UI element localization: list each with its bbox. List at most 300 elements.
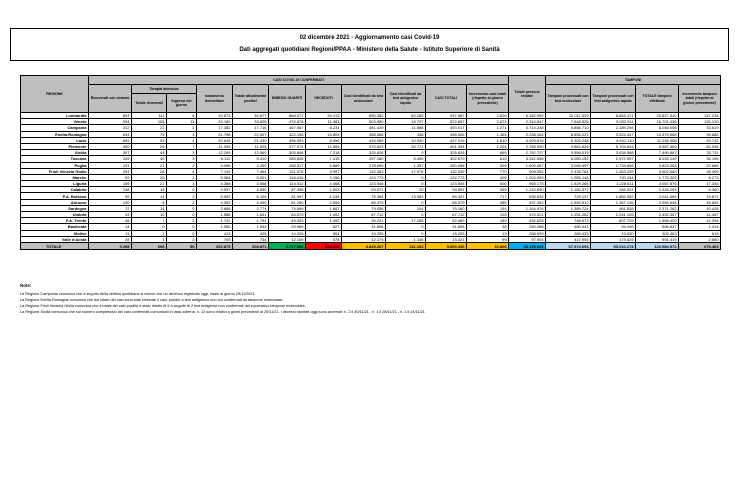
cell-ti-totale: 8 xyxy=(132,199,167,205)
cell-incremento-casi: 103 xyxy=(467,212,509,218)
cell-tamponi-molecolare: 6.304.248 xyxy=(546,137,591,143)
cell-persone-testate: 535.632 xyxy=(509,193,546,199)
cell-attuali: 7.464 xyxy=(233,168,269,174)
cell-casi-molecolare: 35.221 xyxy=(342,218,386,224)
cell-casi-antigenico: 0 xyxy=(386,199,426,205)
cell-isolamento: 17.382 xyxy=(197,125,233,131)
cell-isolamento: 4.352 xyxy=(197,199,233,205)
cell-persone-testate: 1.024.953 xyxy=(509,174,546,180)
cell-tamponi-antigenico: 5.704.843 xyxy=(591,143,636,149)
table-row xyxy=(21,119,721,125)
cell-attuali: 17.716 xyxy=(233,125,269,131)
table-row xyxy=(21,113,721,119)
cell-incremento-casi: 16.806 xyxy=(467,242,509,250)
cell-incremento-tamponi: 16.692 xyxy=(679,199,721,205)
header-tamponi-molecolare: Tamponi processati con test molecolare xyxy=(546,85,591,113)
cell-isolamento: 5.084 xyxy=(197,174,233,180)
cell-casi-antigenico: 0 xyxy=(386,150,426,156)
cell-incremento-casi: 665 xyxy=(467,150,509,156)
region-name: Lazio xyxy=(21,137,89,143)
cell-incremento-tamponi: 10.428 xyxy=(679,205,721,211)
cell-ti-ingressi: 2 xyxy=(167,125,197,131)
table-row xyxy=(21,137,721,143)
cell-ti-ingressi: 0 xyxy=(167,212,197,218)
cell-persone-testate: 2.752.727 xyxy=(509,150,546,156)
table-row xyxy=(21,193,721,199)
cell-casi-molecolare: 416.089 xyxy=(342,137,386,143)
region-name: P.A. Bolzano xyxy=(21,193,89,199)
cell-tamponi-antigenico: 720.154 xyxy=(591,174,636,180)
cell-tamponi-antigenico: 4.941.110 xyxy=(591,137,636,143)
header-ti-totale: Totale ricoverati xyxy=(132,94,167,113)
cell-ti-totale: 93 xyxy=(132,137,167,143)
cell-incremento-tamponi: 19.871 xyxy=(679,193,721,199)
cell-ti-ingressi: 3 xyxy=(167,181,197,187)
table-row xyxy=(21,156,721,162)
bulletin-title-date: 02 dicembre 2021 - Aggiornamento casi Covid-19 xyxy=(299,35,440,41)
region-name: Umbria xyxy=(21,212,89,218)
cell-incremento-casi: 1.271 xyxy=(467,125,509,131)
cell-incremento-casi: 189 xyxy=(467,218,509,224)
cell-attuali: 5.201 xyxy=(233,174,269,180)
cell-deceduti: 478 xyxy=(306,236,342,242)
cell-ti-totale: 14 xyxy=(132,193,167,199)
cell-ricoverati: 5.298 xyxy=(89,242,132,250)
region-name: Lombardia xyxy=(21,113,89,119)
header-deceduti: DECEDUTI xyxy=(306,85,342,113)
cell-dimessi: 49.303 xyxy=(269,218,306,224)
region-name: Piemonte xyxy=(21,143,89,149)
cell-casi-totali: 13.321 xyxy=(426,236,467,242)
cell-casi-molecolare: 297.180 xyxy=(342,156,386,162)
header-incremento-casi: Incremento casi totali (rispetto al giorno precedente) xyxy=(467,85,509,113)
covid-data-table xyxy=(20,75,721,250)
cell-tamponi-antigenico: 2.189.298 xyxy=(591,125,636,131)
cell-casi-antigenico: 438 xyxy=(386,131,426,137)
header-casi-molecolare: Casi identificati da test molecolare xyxy=(342,85,386,113)
cell-attuali: 1.641 xyxy=(233,212,269,218)
cell-persone-testate: 474.021 xyxy=(509,212,546,218)
cell-incremento-tamponi: 32.711 xyxy=(679,150,721,156)
cell-casi-antigenico: 30.771 xyxy=(386,143,426,149)
cell-tamponi-totale: 8.033.149 xyxy=(636,156,679,162)
cell-casi-antigenico: 0 xyxy=(386,224,426,230)
cell-tamponi-antigenico: 1.733.866 xyxy=(591,162,636,168)
header-tamponi-group: TAMPONI xyxy=(546,76,721,85)
cell-tamponi-molecolare: 1.251.262 xyxy=(546,212,591,218)
cell-ti-ingressi: 3 xyxy=(167,193,197,199)
note-item: La Regione Friuli Venezia Giulia comunica che il totale dei casi positivi è stato ridotto di 5 a seguito di 2 test antigenici non confermati dal successivo tampone molecolare. xyxy=(20,303,306,308)
cell-tamponi-totale: 1.775.302 xyxy=(636,174,679,180)
cell-deceduti: 1.687 xyxy=(306,205,342,211)
cell-tamponi-totale: 3.057.876 xyxy=(636,181,679,187)
region-name: P.A. Trento xyxy=(21,218,89,224)
region-name: Veneto xyxy=(21,119,89,125)
cell-deceduti: 3.156 xyxy=(306,174,342,180)
cell-tamponi-antigenico: 173.425 xyxy=(591,236,636,242)
cell-attuali: 4.568 xyxy=(233,181,269,187)
cell-ti-ingressi: 3 xyxy=(167,156,197,162)
cell-isolamento: 4.537 xyxy=(197,187,233,193)
cell-incremento-tamponi: 17.346 xyxy=(679,181,721,187)
cell-tamponi-molecolare: 289.433 xyxy=(546,230,591,236)
cell-deceduti: 7.415 xyxy=(306,156,342,162)
cell-incremento-casi: 1.810 xyxy=(467,137,509,143)
cell-tamponi-totale: 120.584.972 xyxy=(636,242,679,250)
cell-tamponi-antigenico: 284.921 xyxy=(591,187,636,193)
cell-casi-molecolare: 12.175 xyxy=(342,236,386,242)
region-name: Molise xyxy=(21,230,89,236)
cell-ti-totale: 44 xyxy=(132,150,167,156)
table-row xyxy=(21,131,721,137)
region-name: Puglia xyxy=(21,162,89,168)
header-terapia-intensiva: Terapia intensiva xyxy=(132,85,197,94)
table-row xyxy=(21,125,721,131)
cell-ricoverati: 400 xyxy=(89,143,132,149)
cell-casi-totali: 93.591 xyxy=(426,187,467,193)
cell-isolamento: 21.798 xyxy=(197,131,233,137)
cell-casi-antigenico: 0 xyxy=(386,174,426,180)
cell-tamponi-totale: 4.823.363 xyxy=(636,162,679,168)
cell-persone-testate: 268.099 xyxy=(509,230,546,236)
cell-incremento-tamponi: 6.273 xyxy=(679,174,721,180)
cell-casi-totali: 5.060.430 xyxy=(426,242,467,250)
cell-tamponi-antigenico: 1.241.105 xyxy=(591,212,636,218)
cell-deceduti: 627 xyxy=(306,224,342,230)
cell-incremento-casi: 99 xyxy=(467,236,509,242)
cell-incremento-tamponi: 1.414 xyxy=(679,224,721,230)
cell-casi-antigenico: 0 xyxy=(386,212,426,218)
cell-ti-totale: 21 xyxy=(132,162,167,168)
cell-deceduti: 6.889 xyxy=(306,162,342,168)
cell-casi-totali: 132.539 xyxy=(426,168,467,174)
cell-isolamento: 20.645 xyxy=(197,137,233,143)
header-casi-totali: CASI TOTALI xyxy=(426,85,467,113)
cell-dimessi: 868.577 xyxy=(269,113,306,119)
cell-deceduti: 11.895 xyxy=(306,143,342,149)
cell-ti-ingressi: 4 xyxy=(167,168,197,174)
cell-attuali: 4.250 xyxy=(233,162,269,168)
cell-tamponi-totale: 302.463 xyxy=(636,230,679,236)
cell-dimessi: 116.416 xyxy=(269,174,306,180)
cell-casi-antigenico: 20 xyxy=(386,187,426,193)
cell-ti-totale: 1 xyxy=(132,236,167,242)
cell-dimessi: 114.512 xyxy=(269,181,306,187)
cell-ti-totale: 26 xyxy=(132,143,167,149)
cell-deceduti: 1.245 xyxy=(306,193,342,199)
cell-ti-totale: 7 xyxy=(132,218,167,224)
cell-tamponi-molecolare: 6.655.221 xyxy=(546,131,591,137)
cell-incremento-tamponi: 6.360 xyxy=(679,187,721,193)
header-ricoverati: Ricoverati con sintomi xyxy=(89,85,132,113)
cell-dimessi: 74.699 xyxy=(269,205,306,211)
cell-dimessi: 87.398 xyxy=(269,187,306,193)
cell-casi-molecolare: 115.463 xyxy=(342,168,386,174)
cell-dimessi: 14.326 xyxy=(269,230,306,236)
table-row xyxy=(21,181,721,187)
cell-incremento-tamponi: 619 xyxy=(679,230,721,236)
cell-casi-molecolare: 481.429 xyxy=(342,125,386,131)
cell-persone-testate: 2.765.590 xyxy=(509,143,546,149)
table-row xyxy=(21,168,721,174)
cell-tamponi-molecolare: 1.160.372 xyxy=(546,187,591,193)
cell-incremento-casi: 485 xyxy=(467,199,509,205)
cell-dimessi: 81.997 xyxy=(269,193,306,199)
cell-attuali: 12.560 xyxy=(233,150,269,156)
cell-casi-totali: 79.160 xyxy=(426,205,467,211)
cell-casi-antigenico: 1.357 xyxy=(386,162,426,168)
cell-isolamento: 5.992 xyxy=(197,193,233,199)
cell-ti-ingressi: 2 xyxy=(167,199,197,205)
cell-ricoverati: 43 xyxy=(89,212,132,218)
cell-casi-molecolare: 458.068 xyxy=(342,131,386,137)
cell-persone-testate: 6.182.992 xyxy=(509,113,546,119)
cell-casi-totali: 302.670 xyxy=(426,156,467,162)
cell-casi-totali: 280.056 xyxy=(426,162,467,168)
table-body xyxy=(21,113,721,250)
cell-casi-molecolare: 124.773 xyxy=(342,174,386,180)
header-attuali-positivi: Totale attualmente positivi xyxy=(233,85,269,113)
cell-casi-antigenico: 17.076 xyxy=(386,168,426,174)
cell-ti-ingressi: 7 xyxy=(167,143,197,149)
region-name: Sardegna xyxy=(21,205,89,211)
cell-tamponi-totale: 2.371.262 xyxy=(636,205,679,211)
cell-ricoverati: 307 xyxy=(89,150,132,156)
cell-casi-molecolare: 325.626 xyxy=(342,150,386,156)
header-casi-antigenico: Casi identificati da test antigenico rapido xyxy=(386,85,426,113)
cell-incremento-tamponi: 62.935 xyxy=(679,143,721,149)
cell-incremento-casi: 154 xyxy=(467,205,509,211)
cell-tamponi-antigenico: 1.367.136 xyxy=(591,199,636,205)
cell-isolamento: 11.099 xyxy=(197,143,233,149)
cell-ti-ingressi: 2 xyxy=(167,236,197,242)
cell-persone-testate: 937.352 xyxy=(509,199,546,205)
cell-ti-ingressi: 2 xyxy=(167,218,197,224)
cell-casi-totali: 31.656 xyxy=(426,224,467,230)
cell-incremento-casi: 770 xyxy=(467,168,509,174)
cell-isolamento: 4.098 xyxy=(197,162,233,168)
cell-incremento-tamponi: 126.120 xyxy=(679,119,721,125)
cell-tamponi-totale: 16.701.436 xyxy=(636,119,679,125)
cell-tamponi-totale: 591.419 xyxy=(636,236,679,242)
cell-ricoverati: 249 xyxy=(89,156,132,162)
cell-casi-antigenico: 0 xyxy=(386,181,426,187)
cell-persone-testate: 2.258.164 xyxy=(509,131,546,137)
cell-tamponi-antigenico: 1.463.299 xyxy=(591,168,636,174)
region-name: Basilicata xyxy=(21,224,89,230)
cell-persone-testate: 1.609.087 xyxy=(509,162,546,168)
cell-ti-totale: 698 xyxy=(132,242,167,250)
table-row xyxy=(21,199,721,205)
cell-ricoverati: 294 xyxy=(89,168,132,174)
cell-casi-molecolare: 123.548 xyxy=(342,181,386,187)
cell-isolamento: 7.144 xyxy=(197,168,233,174)
cell-casi-antigenico: 18.707 xyxy=(386,119,426,125)
table-header xyxy=(21,76,721,113)
cell-tamponi-totale: 11.245.358 xyxy=(636,137,679,143)
cell-casi-molecolare: 79.056 xyxy=(342,205,386,211)
cell-casi-totali: 89.347 xyxy=(426,193,467,199)
cell-attuali: 1.064 xyxy=(233,224,269,230)
cell-tamponi-molecolare: 3.556.019 xyxy=(546,150,591,156)
cell-ti-totale: 25 xyxy=(132,174,167,180)
cell-ricoverati: 131 xyxy=(89,162,132,168)
cell-ti-ingressi: 0 xyxy=(167,187,197,193)
cell-casi-totali: 937.667 xyxy=(426,113,467,119)
cell-casi-antigenico: 211.163 xyxy=(386,242,426,250)
cell-ti-totale: 22 xyxy=(132,125,167,131)
cell-ricoverati: 92 xyxy=(89,174,132,180)
cell-tamponi-totale: 1.556.402 xyxy=(636,218,679,224)
cell-incremento-casi: 405 xyxy=(467,174,509,180)
cell-casi-totali: 325.626 xyxy=(426,150,467,156)
header-persone-testate: Totale persone testate xyxy=(509,76,546,113)
cell-incremento-casi: 615 xyxy=(467,156,509,162)
cell-incremento-tamponi: 11.457 xyxy=(679,212,721,218)
region-name: Emilia-Romagna xyxy=(21,131,89,137)
cell-isolamento: 1.050 xyxy=(197,224,233,230)
cell-dimessi: 467.067 xyxy=(269,125,306,131)
cell-ricoverati: 14 xyxy=(89,224,132,230)
cell-persone-testate: 1.210.690 xyxy=(509,187,546,193)
region-name: Abruzzo xyxy=(21,199,89,205)
cell-tamponi-molecolare: 1.389.724 xyxy=(546,205,591,211)
cell-incremento-tamponi: 147.234 xyxy=(679,113,721,119)
cell-ricoverati: 72 xyxy=(89,205,132,211)
cell-casi-antigenico: 10.930 xyxy=(386,137,426,143)
cell-casi-molecolare: 370.623 xyxy=(342,143,386,149)
cell-isolamento: 1.741 xyxy=(197,218,233,224)
cell-tamponi-totale: 2.611.689 xyxy=(636,193,679,199)
notes-title: Note: xyxy=(20,283,32,288)
header-tamponi-antigenico: Tamponi processati con test antigenico rapido xyxy=(591,85,636,113)
cell-tamponi-antigenico: 3.924.447 xyxy=(591,131,636,137)
cell-attuali: 425 xyxy=(233,230,269,236)
cell-tamponi-antigenico: 9.052.911 xyxy=(591,119,636,125)
cell-tamponi-molecolare: 1.592.512 xyxy=(546,199,591,205)
cell-dimessi: 476.876 xyxy=(269,119,306,125)
cell-isolamento: 33.673 xyxy=(197,113,233,119)
cell-ricoverati: 893 xyxy=(89,113,132,119)
cell-isolamento: 33.189 xyxy=(197,119,233,125)
cell-casi-antigenico: 104 xyxy=(386,205,426,211)
header-regione: REGIONE xyxy=(21,76,89,113)
cell-tamponi-molecolare: 3.862.626 xyxy=(546,143,591,149)
region-name: Friuli Venezia Giulia xyxy=(21,168,89,174)
cell-persone-testate: 38.129.601 xyxy=(509,242,546,250)
header-casi-confermati: CASI COVID-19 CONFERMATI xyxy=(89,76,509,85)
region-name: Sicilia xyxy=(21,150,89,156)
cell-ricoverati: 46 xyxy=(89,218,132,224)
cell-casi-molecolare: 67.712 xyxy=(342,212,386,218)
cell-tamponi-molecolare: 2.438.764 xyxy=(546,168,591,174)
cell-ti-ingressi: 0 xyxy=(167,224,197,230)
cell-ti-ingressi: 6 xyxy=(167,113,197,119)
cell-ti-ingressi: 55 xyxy=(167,242,197,250)
cell-deceduti: 1.392 xyxy=(306,218,342,224)
cell-tamponi-antigenico: 26.196 xyxy=(591,224,636,230)
cell-casi-molecolare: 88.379 xyxy=(342,199,386,205)
cell-ti-totale: 75 xyxy=(132,131,167,137)
cell-tamponi-totale: 8.046.008 xyxy=(636,125,679,131)
cell-tamponi-antigenico: 13.030 xyxy=(591,230,636,236)
cell-attuali: 734 xyxy=(233,236,269,242)
header-isolamento: Isolamento domiciliare xyxy=(197,85,233,113)
cell-ti-totale: 105 xyxy=(132,119,167,125)
cell-tamponi-antigenico: 807.729 xyxy=(591,218,636,224)
cell-incremento-tamponi: 22.688 xyxy=(679,162,721,168)
notes-section xyxy=(20,283,720,316)
cell-isolamento: 202.875 xyxy=(197,242,233,250)
cell-casi-antigenico: 11.588 xyxy=(386,125,426,131)
cell-tamponi-molecolare: 5.856.710 xyxy=(546,125,591,131)
cell-casi-totali: 522.687 xyxy=(426,119,467,125)
cell-ricoverati: 138 xyxy=(89,187,132,193)
cell-ricoverati: 634 xyxy=(89,131,132,137)
cell-dimessi: 64.579 xyxy=(269,212,306,218)
cell-deceduti: 4.468 xyxy=(306,181,342,187)
cell-ti-ingressi: 1 xyxy=(167,174,197,180)
cell-persone-testate: 3.341.556 xyxy=(509,156,546,162)
cell-attuali: 208.871 xyxy=(233,242,269,250)
cell-deceduti: 3.997 xyxy=(306,168,342,174)
cell-ti-totale: 21 xyxy=(132,181,167,187)
cell-dimessi: 121.078 xyxy=(269,168,306,174)
cell-tamponi-molecolare: 5.060.152 xyxy=(546,156,591,162)
cell-ti-totale: 26 xyxy=(132,168,167,174)
cell-casi-antigenico: 5.490 xyxy=(386,156,426,162)
cell-incremento-tamponi: 11.394 xyxy=(679,218,721,224)
cell-incremento-tamponi: 679.462 xyxy=(679,242,721,250)
header-ti-ingressi: Ingressi del giorno xyxy=(167,94,197,113)
cell-casi-totali: 427.019 xyxy=(426,137,467,143)
region-name: Liguria xyxy=(21,181,89,187)
cell-casi-molecolare: 93.571 xyxy=(342,187,386,193)
cell-casi-totali: 401.394 xyxy=(426,143,467,149)
cell-dimessi: 81.290 xyxy=(269,199,306,205)
cell-tamponi-molecolare: 12.011.039 xyxy=(546,113,591,119)
cell-deceduti: 13.803 xyxy=(306,131,342,137)
note-item: La Regione Sicilia comunica che sul numero complessivo dei casi confermati comunicati in data odierna, n. 13 sono relativi a giorni precedenti al 29/11/21. I decessi riportati oggi sono avvenuti: n. 2 il 30/11/21 - n. 1 il 28/11/21 - n. 1 il 24/11/21. xyxy=(20,309,426,314)
cell-ricoverati: 312 xyxy=(89,125,132,131)
cell-casi-molecolare: 75.364 xyxy=(342,193,386,199)
cell-persone-testate: 2.310.847 xyxy=(509,119,546,125)
cell-dimessi: 422.196 xyxy=(269,131,306,137)
cell-casi-molecolare: 855.382 xyxy=(342,113,386,119)
cell-incremento-casi: 38 xyxy=(467,224,509,230)
region-name: Marche xyxy=(21,174,89,180)
cell-attuali: 1.794 xyxy=(233,218,269,224)
cell-tamponi-totale: 3.902.063 xyxy=(636,168,679,174)
note-item: La Regione Emilia-Romagna comunica che dal totale dei casi sono stati eliminati 4 casi, positivi a test antigenico ma non confermati da tampone molecolare. xyxy=(20,297,284,302)
cell-isolamento: 1.588 xyxy=(197,212,233,218)
cell-dimessi: 377.974 xyxy=(269,143,306,149)
cell-deceduti: 1.492 xyxy=(306,212,342,218)
cell-tamponi-antigenico: 1.882.552 xyxy=(591,193,636,199)
region-name: Valle d'Aosta xyxy=(21,236,89,242)
cell-tamponi-antigenico: 981.538 xyxy=(591,205,636,211)
header-dimessi-guariti: DIMESSI GUARITI xyxy=(269,85,306,113)
cell-tamponi-molecolare: 7.648.525 xyxy=(546,119,591,125)
cell-tamponi-antigenico: 3.934.568 xyxy=(591,150,636,156)
cell-isolamento: 9.112 xyxy=(197,156,233,162)
cell-attuali: 9.410 xyxy=(233,156,269,162)
cell-ti-ingressi: 11 xyxy=(167,119,197,125)
cell-ti-ingressi: 0 xyxy=(167,230,197,236)
cell-tamponi-totale: 1.445.293 xyxy=(636,187,679,193)
cell-deceduti: 134.003 xyxy=(306,242,342,250)
cell-ti-totale: 1 xyxy=(132,230,167,236)
